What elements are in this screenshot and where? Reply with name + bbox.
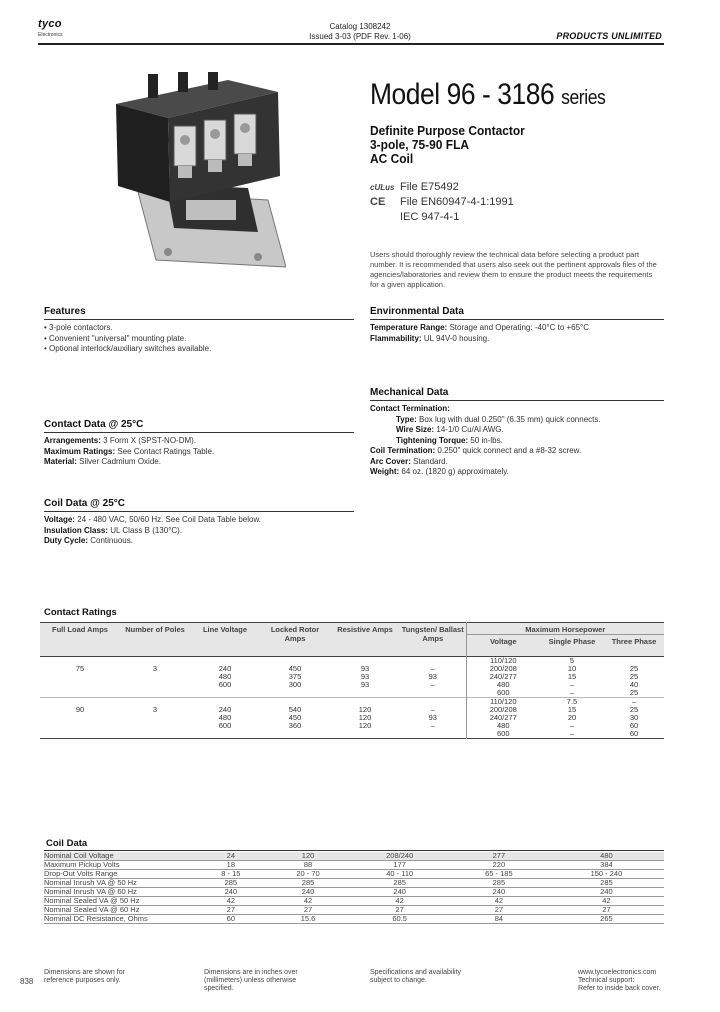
contact-data-section <box>44 419 354 468</box>
ratings-cell: 480 <box>218 672 232 681</box>
ratings-cell: – <box>430 721 435 730</box>
coil-cell: 15.6 <box>300 914 316 924</box>
coil-cell: 20 - 70 <box>296 869 320 879</box>
ratings-cell: – <box>569 729 575 738</box>
coil-cell: 240 <box>600 887 613 897</box>
ratings-cell: 120 <box>358 705 372 714</box>
wire-size-line: Wire Size: 14-1/0 Cu/Al AWG. <box>396 425 504 434</box>
coil-cell: 480 <box>600 851 613 861</box>
subtitle-line-2: 3-pole, 75-90 FLA <box>370 137 470 152</box>
tech-support-label: Technical support: <box>578 977 635 984</box>
ratings-cell: 3 <box>152 664 158 673</box>
coil-cell: 285 <box>492 878 506 888</box>
coil-row <box>44 879 664 888</box>
features-rule <box>44 319 354 320</box>
flammability-line: Flammability: UL 94V-0 housing. <box>370 333 490 343</box>
ratings-cell <box>190 689 260 698</box>
mechanical-rule <box>370 400 664 401</box>
ratings-cell: 200/208 <box>466 665 540 673</box>
ratings-cell: 93 <box>360 664 370 673</box>
footer-contact <box>578 969 678 993</box>
catalog-number: Catalog 1308242 <box>329 22 391 31</box>
ratings-cell: – <box>569 721 575 730</box>
coil-row-label: Maximum Pickup Volts <box>44 860 120 870</box>
catalog-info <box>300 22 420 42</box>
ratings-cell: 120 <box>358 721 372 730</box>
model-title <box>370 78 605 112</box>
logo-subtitle: Electronics <box>38 32 63 38</box>
max-ratings-line: Maximum Ratings: See Contact Ratings Table. <box>44 446 215 456</box>
contact-ratings-table <box>40 622 664 739</box>
environmental-title: Environmental Data <box>370 306 464 317</box>
coil-cell: 27 <box>395 905 404 915</box>
back-cover-note: Refer to inside back cover. <box>578 985 661 992</box>
ratings-cell: 60 <box>629 721 639 730</box>
coil-data-rule <box>44 511 354 512</box>
ratings-cell: 5 <box>569 656 575 665</box>
coil-cell: 220 <box>492 860 506 870</box>
ratings-cell: 600 <box>218 721 232 730</box>
environmental-rule <box>370 319 664 320</box>
coil-cell: 384 <box>600 860 613 870</box>
ratings-cell: 3 <box>152 705 158 714</box>
coil-row-label: Nominal DC Resistance, Ohms <box>44 914 148 924</box>
type-line: Type: Box lug with dual 0.250" (6.35 mm) quick connects. <box>396 414 601 424</box>
weight-line: Weight: 64 oz. (1820 g) approximately. <box>370 467 509 476</box>
ratings-cell <box>120 714 190 722</box>
feature-item: • Convenient "universal" mounting plate. <box>44 333 187 343</box>
ratings-cell: 93 <box>360 672 370 681</box>
ratings-cell: 15 <box>567 672 577 681</box>
ratings-cell: 600 <box>466 689 540 698</box>
coil-cell: 88 <box>303 860 313 870</box>
coil-cell: 27 <box>602 905 611 915</box>
ratings-cell: 10 <box>567 664 577 673</box>
contact-data-rule <box>44 432 354 433</box>
ratings-cell <box>330 689 400 698</box>
full-load-header: Full Load Amps <box>52 625 108 634</box>
coil-cell: 42 <box>303 896 313 906</box>
ratings-cell: 540 <box>288 705 302 714</box>
features-section <box>44 306 354 355</box>
ratings-cell: 480 <box>466 681 540 689</box>
coil-cell: 18 <box>226 860 235 870</box>
resistive-header: Resistive Amps <box>337 625 393 634</box>
coil-cell: 60.5 <box>392 914 407 924</box>
coil-table-rule <box>44 850 664 851</box>
coil-cell: 84 <box>494 914 504 924</box>
ratings-row <box>40 730 664 739</box>
header-rule <box>38 43 664 45</box>
coil-cell: 42 <box>494 896 504 906</box>
coil-cell: 285 <box>301 878 315 888</box>
voltage-header: Voltage <box>466 635 540 657</box>
ratings-cell: 450 <box>288 664 302 673</box>
ratings-cell: 200/208 <box>466 706 540 714</box>
footer-units-note: Dimensions are in inches over (millimeters) unless otherwise specified. <box>204 969 298 992</box>
material-line: Material: Silver Cadmium Oxide. <box>44 457 161 466</box>
ratings-cell: – <box>569 680 575 689</box>
ratings-cell <box>40 689 120 698</box>
contactor-product-image <box>108 72 286 282</box>
issue-info: Issued 3-03 (PDF Rev. 1-06) <box>309 32 411 41</box>
line-voltage-header: Line Voltage <box>202 625 248 634</box>
ratings-cell: 110/120 <box>466 698 540 707</box>
ratings-cell: 600 <box>218 680 232 689</box>
ratings-cell: 480 <box>218 713 232 722</box>
coil-row-label: Drop-Out Volts Range <box>44 869 118 879</box>
subtitle-line-1: Definite Purpose Contactor <box>370 123 525 138</box>
contact-termination-line: Contact Termination: <box>370 404 450 413</box>
ratings-cell: 60 <box>629 729 639 738</box>
contact-ratings-title: Contact Ratings <box>44 607 117 618</box>
locked-rotor-header: Locked Rotor Amps <box>270 625 320 643</box>
ul-logo-icon: cULus <box>370 183 395 192</box>
ratings-cell <box>40 714 120 722</box>
coil-cell: 277 <box>492 851 506 861</box>
coil-cell: 27 <box>303 905 313 915</box>
ratings-cell <box>120 681 190 689</box>
ratings-cell <box>120 722 190 730</box>
coil-cell: 8 - 15 <box>221 869 241 879</box>
coil-row-label: Nominal Sealed VA @ 50 Hz <box>44 896 140 906</box>
iec-cert: IEC 947-4-1 <box>400 211 460 223</box>
tyco-logo: tyco <box>38 18 62 30</box>
coil-row-label: Nominal Coil Voltage <box>44 851 114 861</box>
ce-cert <box>370 196 514 208</box>
duty-cycle-line: Duty Cycle: Continuous. <box>44 536 133 545</box>
coil-row <box>44 852 664 861</box>
max-hp-header: Maximum Horsepower <box>466 623 664 635</box>
ratings-cell <box>120 673 190 681</box>
mechanical-title: Mechanical Data <box>370 387 449 398</box>
ratings-cell <box>40 681 120 689</box>
arrangements-line: Arrangements: 3 Form X (SPST-NO-DM). <box>44 436 197 445</box>
environmental-section <box>370 306 664 344</box>
mechanical-section <box>370 387 664 478</box>
ul-cert <box>370 181 459 193</box>
coil-cell: 240 <box>224 887 238 897</box>
ratings-cell: 300 <box>288 680 302 689</box>
ratings-cell <box>400 689 466 698</box>
coil-cell: 150 - 240 <box>590 869 623 879</box>
model-number: Model 96 - 3186 <box>370 78 555 111</box>
coil-cell: 27 <box>494 905 504 915</box>
footer-dimensions-note: Dimensions are shown for reference purposes only. <box>44 969 125 984</box>
ratings-cell: – <box>430 705 435 714</box>
ratings-cell: 375 <box>288 672 302 681</box>
ratings-cell: 40 <box>629 680 639 689</box>
website-link[interactable]: www.tycoelectronics.com <box>578 969 657 976</box>
page-number: 838 <box>20 977 34 986</box>
ratings-cell <box>120 730 190 739</box>
ul-file: File E75492 <box>400 181 459 193</box>
ratings-cell: 7.5 <box>566 697 578 706</box>
ratings-cell <box>120 689 190 698</box>
ratings-cell <box>190 730 260 739</box>
coil-cell: 285 <box>224 878 238 888</box>
ratings-cell: 25 <box>629 664 639 673</box>
single-phase-header: Single Phase <box>548 637 596 646</box>
coil-row-label: Nominal Inrush VA @ 60 Hz <box>44 887 137 897</box>
coil-data-title: Coil Data @ 25°C <box>44 498 125 509</box>
footer-spec-note: Specifications and availability subject to change. <box>370 969 462 984</box>
coil-cell: 240 <box>301 887 315 897</box>
feature-item: • 3-pole contactors. <box>44 323 113 332</box>
ratings-cell: 25 <box>629 688 639 697</box>
ratings-cell: 30 <box>629 713 639 722</box>
ratings-cell <box>400 730 466 739</box>
selection-notice: Users should thoroughly review the technical data before selecting a product part number. It is recommended that users also seek out the pertinent approvals files of the agencies/laboratories and review them to ensure the product meets the requirements for a given application. <box>370 250 657 289</box>
coil-cell: 42 <box>602 896 611 906</box>
ratings-cell: – <box>631 697 637 706</box>
coil-row <box>44 870 664 879</box>
coil-cell: 40 - 110 <box>386 869 414 879</box>
coil-termination-line: Coil Termination: 0.250" quick connect and a #8-32 screw. <box>370 446 582 455</box>
coil-cell: 208/240 <box>386 851 414 861</box>
ratings-cell: 600 <box>466 730 540 739</box>
ratings-cell: – <box>430 680 435 689</box>
coil-cell: 27 <box>226 905 235 915</box>
ratings-cell <box>40 730 120 739</box>
contact-data-title: Contact Data @ 25°C <box>44 419 144 430</box>
ratings-cell: 25 <box>629 705 639 714</box>
coil-cell: 60 <box>226 914 235 924</box>
ratings-cell: 93 <box>360 680 370 689</box>
ratings-cell: 480 <box>466 722 540 730</box>
ratings-cell: 93 <box>428 672 437 681</box>
ratings-cell: 15 <box>567 705 577 714</box>
coil-row-label: Nominal Inrush VA @ 50 Hz <box>44 878 137 888</box>
voltage-line: Voltage: 24 - 480 VAC, 50/60 Hz. See Coil Data Table below. <box>44 515 262 524</box>
coil-table-title: Coil Data <box>46 838 88 849</box>
coil-cell: 42 <box>395 896 404 906</box>
coil-cell: 24 <box>226 851 235 861</box>
tungsten-header: Tungsten/ Ballast Amps <box>401 625 464 643</box>
coil-cell: 42 <box>226 896 235 906</box>
ratings-cell <box>40 673 120 681</box>
temperature-line: Temperature Range: Storage and Operating: -40°C to +65°C <box>370 323 590 332</box>
ratings-cell: 25 <box>629 672 639 681</box>
features-title: Features <box>44 306 86 317</box>
ratings-cell: 240 <box>218 705 232 714</box>
coil-data-table <box>44 852 664 924</box>
arc-cover-line: Arc Cover: Standard. <box>370 456 448 466</box>
coil-row-label: Nominal Sealed VA @ 60 Hz <box>44 905 140 915</box>
coil-row <box>44 915 664 924</box>
ratings-cell: 360 <box>288 721 302 730</box>
insulation-line: Insulation Class: UL Class B (130°C). <box>44 525 183 535</box>
coil-row <box>44 861 664 870</box>
ratings-cell: 110/120 <box>466 657 540 666</box>
ratings-cell <box>330 730 400 739</box>
ratings-cell: 90 <box>75 705 85 714</box>
ratings-cell: – <box>430 664 435 673</box>
poles-header: Number of Poles <box>125 625 185 634</box>
subtitle-line-3: AC Coil <box>370 151 414 166</box>
ratings-cell: 240/277 <box>466 673 540 681</box>
coil-cell: 240 <box>393 887 406 897</box>
series-label: series <box>561 87 606 109</box>
ratings-cell: 120 <box>358 713 372 722</box>
ratings-cell: 240 <box>218 664 232 673</box>
ratings-cell: 20 <box>567 713 577 722</box>
brand-name: PRODUCTS UNLIMITED <box>556 31 662 41</box>
ratings-cell <box>40 722 120 730</box>
ratings-cell: 450 <box>288 713 302 722</box>
product-subtitle <box>370 124 525 166</box>
ratings-cell: 240/277 <box>466 714 540 722</box>
ratings-cell: 93 <box>428 713 437 722</box>
coil-data-section <box>44 498 354 547</box>
coil-cell: 285 <box>600 878 613 888</box>
ratings-cell <box>260 730 330 739</box>
ratings-cell: – <box>569 688 575 697</box>
feature-item: • Optional interlock/auxiliary switches available. <box>44 344 212 353</box>
coil-cell: 265 <box>600 914 613 924</box>
torque-line: Tightening Torque: 50 in-lbs. <box>396 435 503 445</box>
coil-cell: 177 <box>393 860 406 870</box>
ce-file: File EN60947-4-1:1991 <box>400 196 514 208</box>
ce-logo-icon: CE <box>370 196 386 208</box>
three-phase-header: Three Phase <box>611 637 657 646</box>
ratings-cell: 75 <box>75 664 85 673</box>
coil-cell: 65 - 185 <box>485 869 513 879</box>
ratings-cell <box>260 689 330 698</box>
coil-cell: 120 <box>301 851 315 861</box>
coil-cell: 285 <box>393 878 406 888</box>
coil-cell: 240 <box>492 887 506 897</box>
